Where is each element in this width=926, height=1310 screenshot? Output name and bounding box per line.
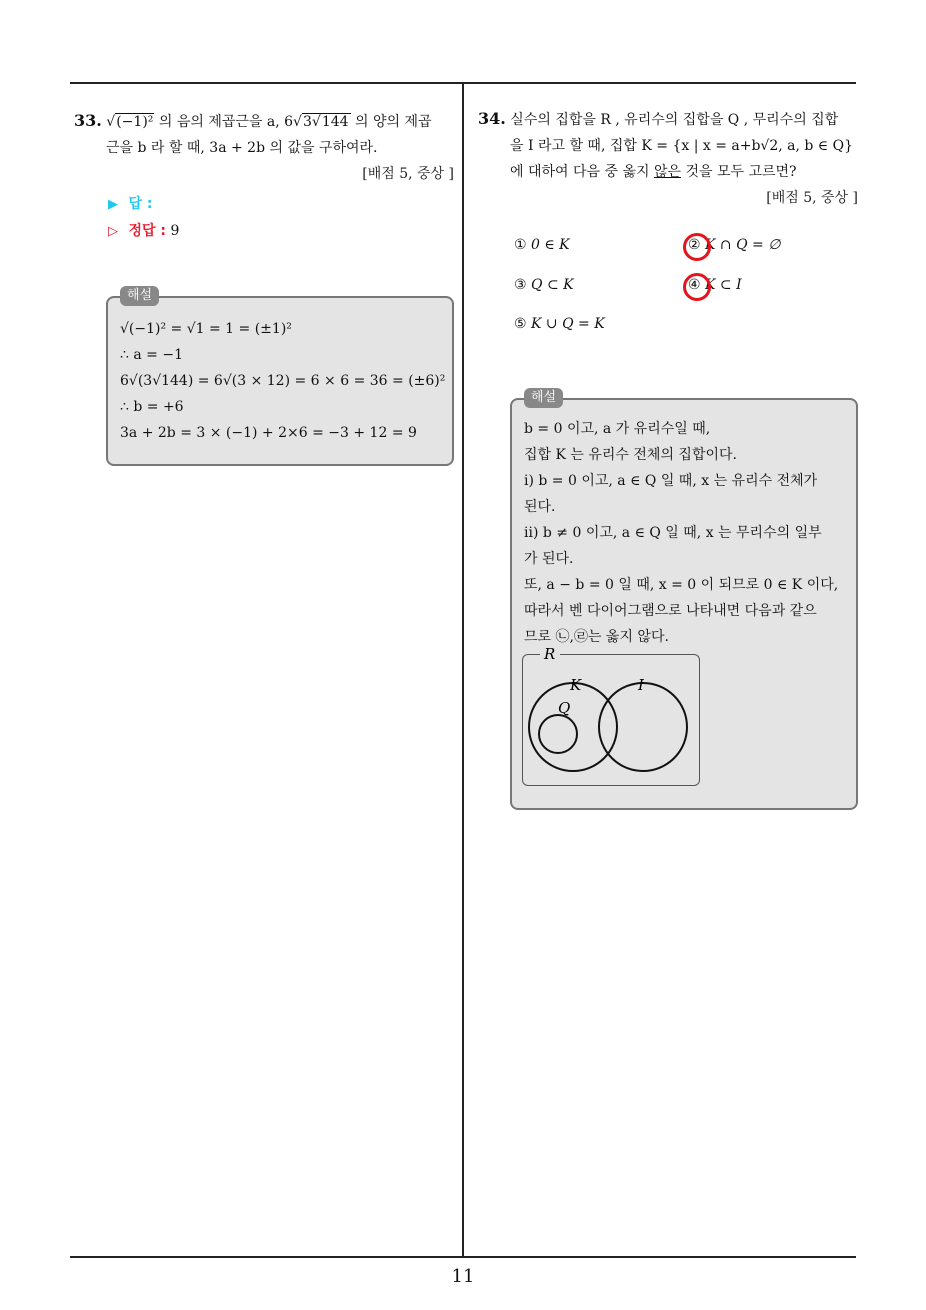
choice-text: K ∪ Q = K <box>531 316 605 332</box>
explanation-tag: 해설 <box>524 388 563 408</box>
choice-3[interactable] <box>514 277 574 293</box>
selected-circle-mark <box>683 273 711 301</box>
explanation-line: ∴ a = −1 <box>120 347 183 363</box>
choice-mark: ④ <box>688 277 701 293</box>
set-Q-circle <box>539 715 577 753</box>
question-number: 33. <box>74 111 102 130</box>
explanation-line: 6√(3√144) = 6√(3 × 12) = 6 × 6 = 36 = (±6)² <box>120 373 446 389</box>
choice-1[interactable] <box>514 237 570 253</box>
correct-label: 정답 : <box>128 223 166 239</box>
score-meta: [배점 5, 중상 ] <box>766 190 858 206</box>
selected-circle-mark <box>683 233 711 261</box>
choice-mark: ② <box>688 237 701 253</box>
set-K-circle <box>529 683 617 771</box>
explanation-line: ⅱ) b ≠ 0 이고, a ∈ Q 일 때, x 는 무리수의 일부 <box>524 525 822 541</box>
correct-value: 9 <box>170 223 180 239</box>
column-divider <box>462 82 464 1256</box>
question-33: 33. √(−1)² 의 음의 제곱근을 a, 6√3√144 의 양의 제곱 근을 b 라 할 때, 3a + 2b 의 값을 구하여라. [배점 5, 중상 ] ▶ 답 : ▷ 정답 : 9 <box>74 108 454 245</box>
question-number: 34. <box>478 109 506 128</box>
underlined-word: 않은 <box>653 164 682 180</box>
explanation-line: 3a + 2b = 3 × (−1) + 2×6 = −3 + 12 = 9 <box>120 425 417 441</box>
explanation-line: b = 0 이고, a 가 유리수일 때, <box>524 421 711 437</box>
page-number: 11 <box>451 1266 475 1287</box>
explanation-line: √(−1)² = √1 = 1 = (±1)² <box>120 321 292 337</box>
triangle-outline-icon: ▷ <box>108 224 118 239</box>
question-text: 을 I 라고 할 때, 집합 K = {x | x = a+b√2, a, b ∈ Q} <box>510 138 854 154</box>
choice-text: K ∩ Q = ∅ <box>705 237 781 253</box>
venn-label-Q: Q <box>558 699 571 717</box>
play-icon: ▶ <box>108 197 118 212</box>
choice-5[interactable] <box>514 316 605 332</box>
score-meta: [배점 5, 중상 ] <box>362 166 454 182</box>
explanation-line: 또, a − b = 0 일 때, x = 0 이 되므로 0 ∈ K 이다, <box>524 577 839 593</box>
choice-text: K ⊂ I <box>705 277 742 293</box>
question-text: 근을 b 라 할 때, 3a + 2b 의 값을 구하여라. <box>106 140 378 156</box>
venn-label-R: R <box>544 645 556 663</box>
question-text: 실수의 집합을 R , 유리수의 집합을 Q , 무리수의 집합 <box>510 112 839 128</box>
explanation-line: ⅰ) b = 0 이고, a ∈ Q 일 때, x 는 유리수 전체가 <box>524 473 818 489</box>
explanation-box-33 <box>106 288 454 466</box>
venn-svg <box>518 640 708 790</box>
explanation-tag: 해설 <box>120 286 159 306</box>
correct-answer-row <box>74 218 454 245</box>
answer-label: 답 : <box>128 196 153 212</box>
explanation-line: ∴ b = +6 <box>120 399 184 415</box>
choice-mark: ③ <box>514 277 527 293</box>
bottom-rule <box>70 1256 856 1258</box>
explanation-line: 된다. <box>524 499 556 515</box>
set-I-circle <box>599 683 687 771</box>
choice-text: Q ⊂ K <box>531 277 574 293</box>
choice-mark: ⑤ <box>514 316 527 332</box>
choice-text: 0 ∈ K <box>531 237 570 253</box>
venn-label-K: K <box>570 676 582 694</box>
question-text: 에 대하여 다음 중 옳지 않은 것을 모두 고르면? <box>510 164 797 180</box>
question-text: 의 음의 제곱근을 a, 6 <box>158 114 294 130</box>
answer-row <box>74 191 454 218</box>
question-text: 의 양의 제곱 <box>355 114 432 130</box>
explanation-line: 가 된다. <box>524 551 574 567</box>
choice-mark: ① <box>514 237 527 253</box>
venn-label-I: I <box>638 676 644 694</box>
explanation-line: 따라서 벤 다이어그램으로 나타내면 다음과 같으 <box>524 603 817 619</box>
explanation-line: 집합 K 는 유리수 전체의 집합이다. <box>524 447 737 463</box>
radicand: (−1)² <box>116 114 154 130</box>
question-34 <box>478 106 858 211</box>
explanation-line: 므로 ㉡,㉣는 옳지 않다. <box>524 629 669 645</box>
